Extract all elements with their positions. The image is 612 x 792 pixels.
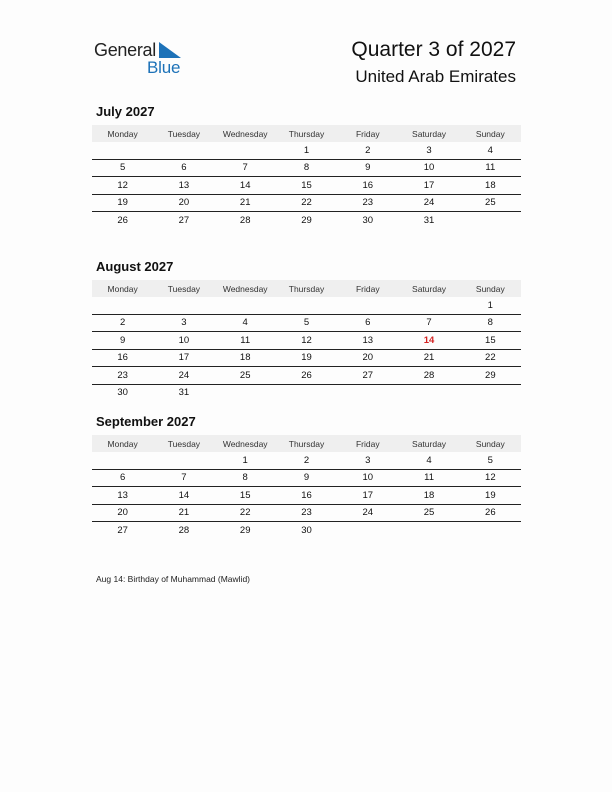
weekday-label: Saturday: [412, 438, 447, 449]
week-row: [92, 350, 521, 368]
holiday-day-cell: 14: [423, 334, 435, 346]
day-cell: 4: [426, 454, 432, 466]
day-cell: 29: [239, 524, 251, 536]
day-cell: 15: [485, 334, 496, 346]
weekday-label: Tuesday: [167, 283, 201, 294]
day-cell: 17: [362, 489, 374, 501]
day-cell: 18: [423, 489, 435, 501]
day-cell: 26: [485, 507, 496, 519]
week-row: [92, 315, 521, 333]
day-cell: 18: [485, 179, 496, 191]
day-cell: 29: [301, 214, 312, 226]
day-cell: 28: [423, 369, 435, 381]
day-cell: 7: [426, 317, 432, 329]
day-cell: 16: [117, 352, 128, 364]
day-cell: 19: [117, 197, 128, 209]
day-cell: 4: [242, 317, 248, 329]
weekday-label: Thursday: [288, 283, 325, 294]
day-cell: 20: [362, 352, 374, 364]
day-cell: 21: [423, 352, 435, 364]
month-july: [92, 104, 521, 229]
day-cell: 8: [303, 162, 310, 174]
weekday-label: Sunday: [475, 283, 505, 294]
day-cell: 30: [301, 524, 312, 536]
day-cell: 19: [485, 489, 496, 501]
day-cell: 14: [239, 179, 251, 191]
day-cell: 30: [117, 387, 128, 399]
day-cell: 28: [178, 524, 190, 536]
day-cell: 16: [362, 179, 374, 191]
day-cell: 12: [301, 334, 312, 346]
day-cell: 11: [424, 472, 434, 484]
day-cell: 25: [423, 507, 435, 519]
weekday-label: Thursday: [288, 128, 325, 139]
day-cell: 30: [362, 214, 374, 226]
day-cell: 29: [485, 369, 496, 381]
weekday-label: Wednesday: [222, 283, 268, 294]
day-cell: 31: [423, 214, 435, 226]
weekday-header: [92, 125, 521, 142]
day-cell: 10: [178, 334, 190, 346]
day-cell: 8: [242, 472, 248, 484]
day-cell: 6: [365, 317, 371, 329]
day-cell: 24: [423, 197, 435, 209]
day-cell: 27: [178, 214, 190, 226]
day-cell: 15: [301, 179, 312, 191]
day-cell: 14: [178, 489, 190, 501]
day-cell: 24: [178, 369, 190, 381]
day-cell: 1: [487, 299, 493, 311]
week-row: [92, 160, 521, 178]
weekday-label: Saturday: [412, 128, 447, 139]
day-cell: 2: [303, 454, 310, 466]
day-cell: 26: [301, 369, 312, 381]
day-cell: 3: [426, 144, 432, 156]
day-cell: 31: [178, 387, 190, 399]
day-cell: 20: [178, 197, 190, 209]
month-title: September 2027: [96, 414, 196, 429]
weekday-label: Friday: [355, 438, 380, 449]
day-cell: 15: [239, 489, 251, 501]
weekday-label: Thursday: [288, 438, 325, 449]
logo-flag-icon: [159, 42, 181, 62]
weekday-label: Friday: [355, 283, 380, 294]
month-september: [92, 414, 521, 539]
day-cell: 27: [362, 369, 374, 381]
day-cell: 9: [365, 162, 371, 174]
day-cell: 24: [362, 507, 374, 519]
weekday-label: Tuesday: [167, 128, 201, 139]
weekday-label: Sunday: [475, 128, 505, 139]
day-cell: 4: [487, 144, 493, 156]
week-row: [92, 195, 521, 213]
week-row: [92, 332, 521, 350]
logo-text-general: General: [94, 40, 156, 60]
week-row: [92, 487, 521, 505]
month-august: [92, 259, 521, 401]
day-cell: 1: [303, 144, 310, 156]
day-cell: 22: [485, 352, 496, 364]
day-cell: 27: [117, 524, 128, 536]
day-cell: 19: [301, 352, 312, 364]
day-cell: 9: [303, 472, 310, 484]
day-cell: 11: [240, 334, 251, 346]
day-cell: 18: [239, 352, 251, 364]
day-cell: 9: [119, 334, 126, 346]
weekday-label: Monday: [107, 438, 138, 449]
week-row: [92, 385, 521, 402]
week-row: [92, 470, 521, 488]
day-cell: 12: [485, 472, 496, 484]
week-row: [92, 212, 521, 229]
day-cell: 21: [178, 507, 190, 519]
day-cell: 3: [181, 317, 187, 329]
day-cell: 7: [242, 162, 248, 174]
day-cell: 10: [362, 472, 374, 484]
weekday-label: Monday: [107, 283, 138, 294]
day-cell: 13: [362, 334, 374, 346]
day-cell: 6: [181, 162, 187, 174]
page-title: Quarter 3 of 2027: [351, 38, 516, 61]
day-cell: 2: [119, 317, 126, 329]
logo-text-blue: Blue: [147, 58, 181, 77]
holiday-note: Aug 14: Birthday of Muhammad (Mawlid): [96, 574, 251, 584]
day-cell: 17: [178, 352, 190, 364]
day-cell: 11: [485, 162, 496, 174]
page-subtitle: United Arab Emirates: [355, 67, 516, 86]
weekday-label: Monday: [107, 128, 138, 139]
logo: [94, 40, 194, 80]
weekday-label: Wednesday: [222, 438, 268, 449]
day-cell: 5: [303, 317, 310, 329]
day-cell: 5: [487, 454, 493, 466]
week-row: [92, 452, 521, 470]
day-cell: 6: [119, 472, 126, 484]
week-row: [92, 367, 521, 385]
day-cell: 23: [362, 197, 374, 209]
week-row: [92, 142, 521, 160]
month-title: July 2027: [96, 104, 155, 119]
day-cell: 22: [301, 197, 312, 209]
day-cell: 25: [485, 197, 496, 209]
week-row: [92, 522, 521, 539]
day-cell: 20: [117, 507, 128, 519]
weekday-header: [92, 280, 521, 297]
day-cell: 23: [117, 369, 128, 381]
weekday-label: Sunday: [475, 438, 505, 449]
weekday-label: Wednesday: [222, 128, 268, 139]
weekday-header: [92, 435, 521, 452]
week-row: [92, 505, 521, 523]
day-cell: 23: [301, 507, 312, 519]
week-row: [92, 297, 521, 315]
day-cell: 28: [239, 214, 251, 226]
month-title: August 2027: [96, 259, 174, 274]
day-cell: 5: [119, 162, 126, 174]
day-cell: 16: [301, 489, 312, 501]
day-cell: 2: [365, 144, 371, 156]
day-cell: 3: [365, 454, 371, 466]
day-cell: 25: [239, 369, 251, 381]
day-cell: 1: [242, 454, 248, 466]
day-cell: 22: [239, 507, 251, 519]
day-cell: 26: [117, 214, 128, 226]
day-cell: 7: [181, 472, 187, 484]
day-cell: 12: [117, 179, 128, 191]
day-cell: 13: [117, 489, 128, 501]
day-cell: 17: [423, 179, 435, 191]
day-cell: 10: [423, 162, 435, 174]
weekday-label: Saturday: [412, 283, 447, 294]
day-cell: 13: [178, 179, 190, 191]
day-cell: 21: [239, 197, 251, 209]
weekday-label: Tuesday: [167, 438, 201, 449]
week-row: [92, 177, 521, 195]
day-cell: 8: [487, 317, 493, 329]
weekday-label: Friday: [355, 128, 380, 139]
